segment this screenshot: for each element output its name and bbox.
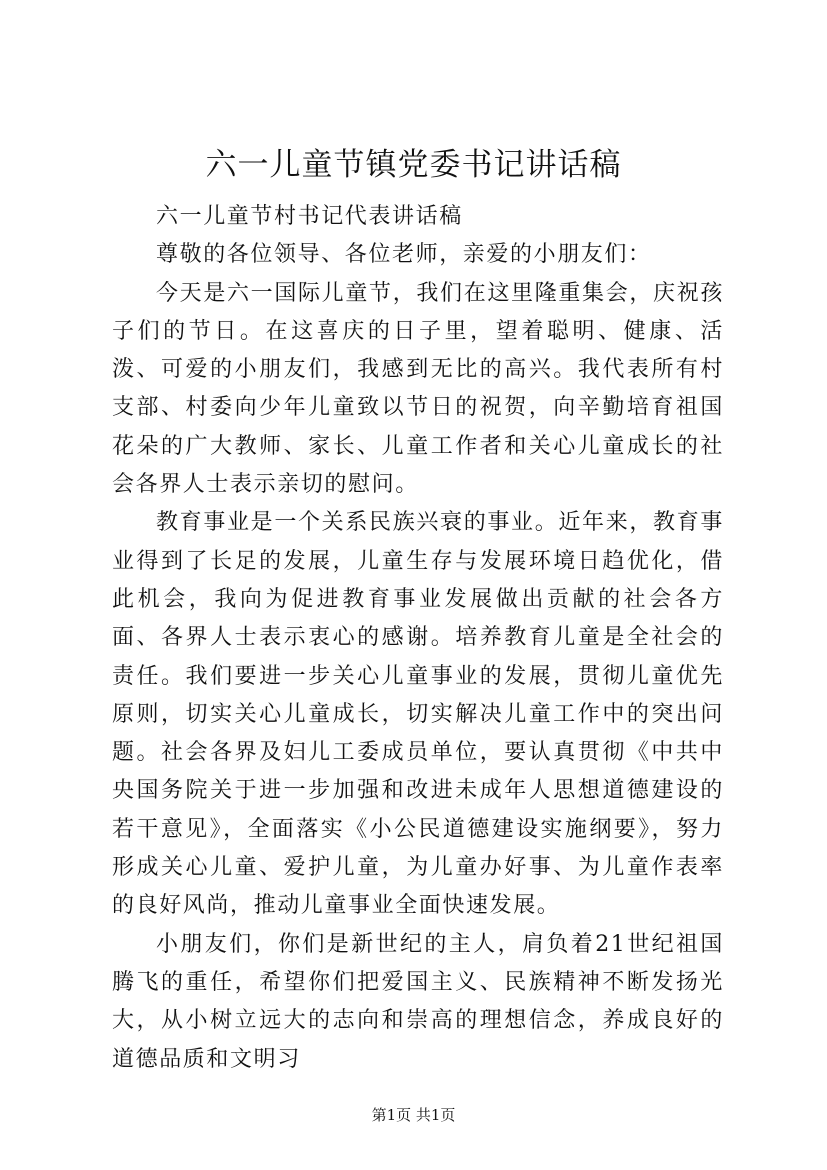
document-body (112, 198, 724, 1079)
paragraph-2: 教育事业是一个关系民族兴衰的事业。近年来，教育事业得到了长足的发展，儿童生存与发展环境日趋优化，借此机会，我向为促进教育事业发展做出贡献的社会各方面、各界人士表示衷心的感谢。培养教育儿童是全社会的责任。我们要进一步关心儿童事业的发展，贯彻儿童优先原则，切实关心儿童成长，切实解决儿童工作中的突出问题。社会各界及妇儿工委成员单位，要认真贯彻《中共中央国务院关于进一步加强和改进未成年人思想道德建设的若干意见》，全面落实《小公民道德建设实施纲要》，努力形成关心儿童、爱护儿童，为儿童办好事、为儿童作表率的良好风尚，推动儿童事业全面快速发展。 (112, 510, 724, 919)
paragraph-1: 今天是六一国际儿童节，我们在这里隆重集会，庆祝孩子们的节日。在这喜庆的日子里，望着聪明、健康、活泼、可爱的小朋友们，我感到无比的高兴。我代表所有村支部、村委向少年儿童致以节日的祝贺，向辛勤培育祖国花朵的广大教师、家长、儿童工作者和关心儿童成长的社会各界人士表示亲切的慰问。 (112, 280, 724, 498)
paragraph-subtitle: 六一儿童节村书记代表讲话稿 (156, 204, 463, 229)
paragraph-3: 小朋友们，你们是新世纪的主人，肩负着21世纪祖国腾飞的重任，希望你们把爱国主义、民族精神不断发扬光大，从小树立远大的志向和崇高的理想信念，养成良好的道德品质和文明习 (112, 931, 724, 1072)
page-footer: 第1页 共1页 (371, 1106, 456, 1124)
document-title: 六一儿童节镇党委书记讲话稿 (205, 147, 622, 183)
paragraph-salutation: 尊敬的各位领导、各位老师，亲爱的小朋友们： (156, 242, 652, 268)
